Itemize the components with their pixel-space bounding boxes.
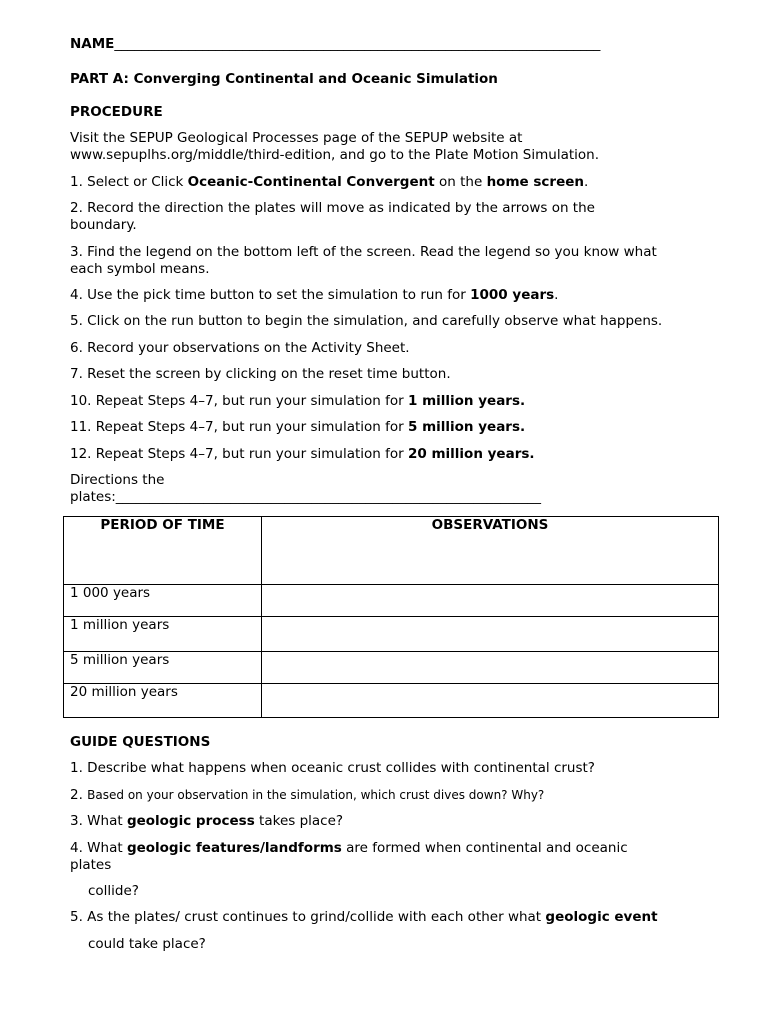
part-a-title: PART A: Converging Continental and Oceanic Simulation [70,71,498,87]
observation-cell[interactable] [262,652,719,684]
step-2-line-1: 2. Record the direction the plates will move as indicated by the arrows on the [70,200,595,216]
period-cell: 1 million years [64,617,262,652]
header-period-of-time: PERIOD OF TIME [64,517,262,585]
question-5-line-2: could take place? [88,936,206,952]
question-5-line-1: 5. As the plates/ crust continues to grind/collide with each other what geologic event [70,909,658,925]
step-6: 6. Record your observations on the Activity Sheet. [70,340,410,356]
directions-blank[interactable]: _______________________________________________________________ [115,489,542,505]
procedure-heading: PROCEDURE [70,104,163,120]
header-observations: OBSERVATIONS [262,517,719,585]
table-row [64,617,719,652]
step-3-line-2: each symbol means. [70,261,210,277]
guide-questions-heading: GUIDE QUESTIONS [70,734,211,750]
period-cell: 1 000 years [64,585,262,617]
question-4-line-2: plates [70,857,112,873]
step-5: 5. Click on the run button to begin the simulation, and carefully observe what happens. [70,313,663,329]
period-cell: 20 million years [64,684,262,718]
step-10: 10. Repeat Steps 4–7, but run your simulation for 1 million years. [70,393,526,409]
step-2-line-2: boundary. [70,217,137,233]
directions-line-1: Directions the [70,472,165,488]
observation-cell[interactable] [262,585,719,617]
name-blank[interactable]: ________________________________________________________________________ [114,36,601,52]
intro-line-2: www.sepuplhs.org/middle/third-edition, and go to the Plate Motion Simulation. [70,147,600,163]
step-11: 11. Repeat Steps 4–7, but run your simulation for 5 million years. [70,419,526,435]
question-4-line-1: 4. What geologic features/landforms are formed when continental and oceanic [70,840,628,856]
question-4-line-3: collide? [88,883,139,899]
step-4: 4. Use the pick time button to set the simulation to run for 1000 years. [70,287,559,303]
question-1: 1. Describe what happens when oceanic crust collides with continental crust? [70,760,595,776]
table-row [64,585,719,617]
table-header-row [64,517,719,585]
step-3-line-1: 3. Find the legend on the bottom left of the screen. Read the legend so you know what [70,244,657,260]
question-3: 3. What geologic process takes place? [70,813,344,829]
table-row [64,652,719,684]
intro-line-1: Visit the SEPUP Geological Processes page of the SEPUP website at [70,130,523,146]
step-1: 1. Select or Click Oceanic-Continental Convergent on the home screen. [70,174,589,190]
step-12: 12. Repeat Steps 4–7, but run your simulation for 20 million years. [70,446,535,462]
directions-line-2: plates:_______________________________________________________________ [70,489,542,505]
observation-cell[interactable] [262,684,719,718]
name-label: NAME [70,36,115,52]
name-line [70,36,708,53]
observation-cell[interactable] [262,617,719,652]
question-2: 2. Based on your observation in the simulation, which crust dives down? Why? [70,787,545,803]
step-7: 7. Reset the screen by clicking on the reset time button. [70,366,451,382]
period-cell: 5 million years [64,652,262,684]
observation-table [63,516,719,718]
table-row [64,684,719,718]
